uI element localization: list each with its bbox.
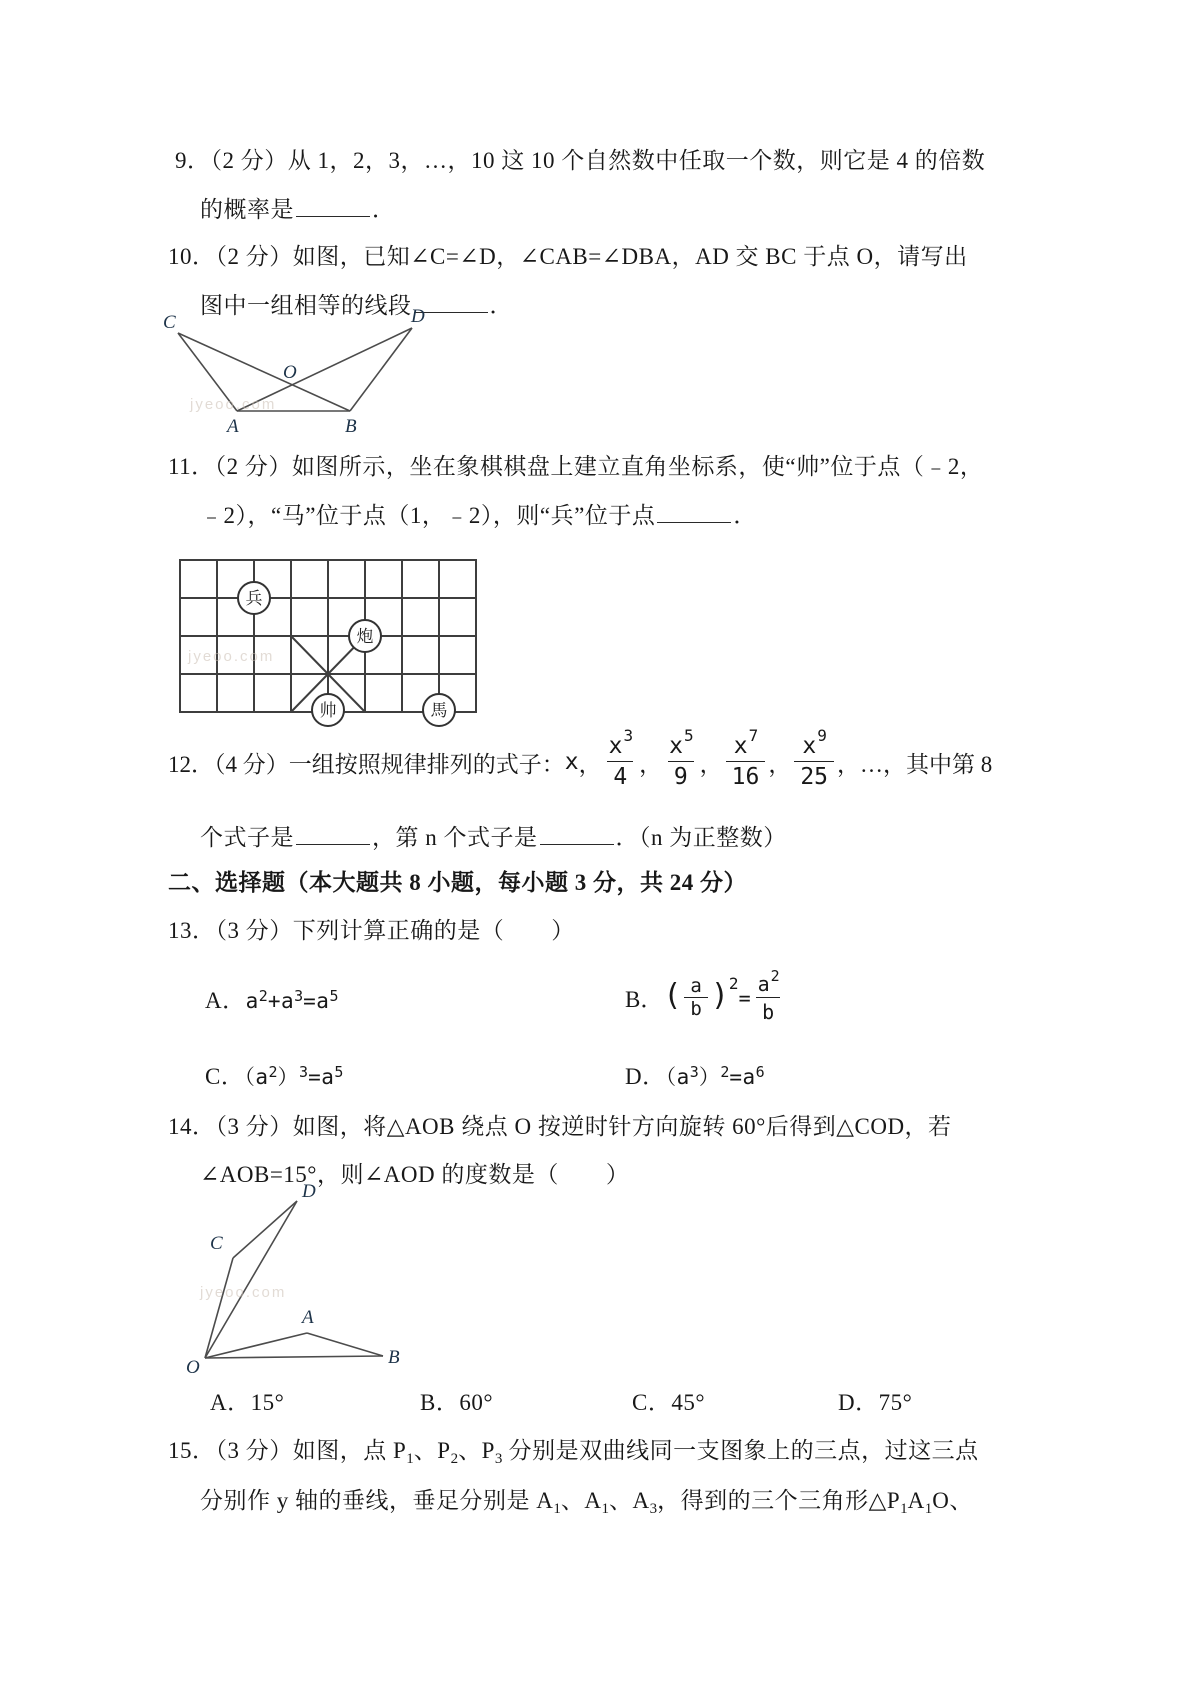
q10-line2-period: ．	[489, 293, 513, 318]
chess-piece-bing	[238, 582, 270, 614]
q12-intro: 12．（4 分）一组按照规律排列的式子：	[168, 751, 565, 777]
q10-label-a: A	[227, 416, 239, 437]
q12-sep: ，	[699, 751, 723, 777]
q12-sep: ，	[639, 751, 663, 777]
answer-blank	[657, 500, 731, 523]
section2-header: 二、选择题（本大题共 8 小题，每小题 3 分，共 24 分）	[168, 870, 747, 895]
q11-line2	[200, 500, 757, 531]
frac-exp: 3	[623, 726, 634, 745]
q10-line1: 10．（2 分）如图，已知∠C=∠D，∠CAB=∠DBA，AD 交 BC 于点 O，请写出	[168, 244, 968, 269]
q9-line2	[200, 194, 396, 225]
q12-tail: …，其中第 8	[860, 751, 993, 777]
option-text: 45°	[671, 1390, 706, 1415]
option-text: 15°	[250, 1390, 285, 1415]
q14-option-c	[632, 1388, 705, 1418]
q15-subscript: 1	[406, 1451, 414, 1467]
q11-line1: 11．（2 分）如图所示，坐在象棋棋盘上建立直角坐标系，使“帅”位于点（﹣2，	[168, 454, 984, 479]
q14-option-a	[210, 1388, 284, 1418]
q15-text: O、	[932, 1488, 973, 1513]
frac-base: x	[608, 733, 623, 759]
frac-a2-b	[754, 966, 783, 1024]
q11-line2-period: ．	[733, 503, 757, 528]
q13-option-c	[205, 1062, 343, 1092]
frac-exp: 7	[748, 726, 759, 745]
answer-blank	[296, 194, 370, 217]
chess-piece-pao	[349, 620, 381, 652]
formula-sup: 2	[720, 1063, 730, 1081]
piece-label: 帅	[319, 701, 337, 720]
formula-sup: 2	[728, 974, 739, 993]
frac-den: 4	[607, 761, 633, 789]
frac-den: 16	[726, 761, 766, 789]
q15-text: 、A	[609, 1488, 650, 1513]
q11-line2-text: ﹣2），“马”位于点（1，﹣2），则“兵”位于点	[200, 503, 656, 528]
q15-text: 15．（3 分）如图，点 P	[168, 1438, 407, 1463]
q10-line2-text: 图中一组相等的线段	[200, 293, 412, 318]
formula-part: ）	[698, 1065, 721, 1089]
q12-sep: ，	[578, 751, 602, 777]
q9-line2-text: 的概率是	[200, 197, 294, 222]
q12-term0: x	[564, 749, 579, 775]
close-paren: )	[710, 978, 729, 1013]
q14-label-o: O	[186, 1357, 200, 1378]
q14-line1: 14．（3 分）如图，将△AOB 绕点 O 按逆时针方向旋转 60°后得到△COD，若	[168, 1114, 952, 1139]
option-text: 60°	[459, 1390, 494, 1415]
option-label: A．	[210, 1390, 251, 1415]
q14-option-d	[838, 1388, 912, 1418]
formula-sup: 3	[689, 1063, 699, 1081]
q13-option-b	[625, 950, 786, 1045]
frac-exp: 9	[817, 726, 827, 745]
formula-part: （a	[665, 1065, 690, 1089]
q14-label-c: C	[210, 1233, 223, 1254]
q15-text: 分别是双曲线同一支图象上的三点，过这三点	[502, 1438, 979, 1463]
q12-term2	[665, 726, 697, 790]
q15-line1	[168, 1436, 979, 1470]
q15-subscript: 3	[649, 1501, 658, 1517]
q15-text: 、P	[458, 1438, 495, 1463]
q12-sep: ，	[837, 751, 861, 777]
option-label: B．	[420, 1390, 460, 1415]
frac-num: a	[690, 974, 702, 997]
q12-term4	[794, 726, 834, 790]
frac-den: b	[756, 997, 780, 1022]
q15-text: ，得到的三个三角形△P	[657, 1488, 901, 1513]
option-label: C．	[632, 1390, 672, 1415]
watermark: jyeoo.com	[190, 396, 277, 413]
q11-chessboard	[178, 558, 480, 733]
option-label: B．	[625, 987, 664, 1012]
q14-line2: ∠AOB=15°，则∠AOD 的度数是（ ）	[200, 1162, 630, 1187]
piece-label: 炮	[356, 627, 374, 646]
frac-num: a	[757, 971, 770, 996]
watermark: jyeoo.com	[200, 1284, 287, 1301]
q12-line2	[200, 822, 787, 853]
q15-text: A	[907, 1488, 925, 1513]
frac-exp: 2	[770, 966, 780, 985]
q12-line2-post: ．（n 为正整数）	[615, 825, 787, 850]
formula-part: （a	[244, 1065, 269, 1089]
q13-option-a	[205, 986, 338, 1016]
q13-option-d	[625, 1062, 765, 1092]
frac-den: 9	[668, 761, 694, 789]
formula-part: =a	[303, 989, 330, 1013]
option-text: 75°	[878, 1390, 913, 1415]
formula-part: =a	[729, 1065, 756, 1089]
q15-text: 、P	[413, 1438, 451, 1463]
q12-term1	[605, 726, 637, 790]
answer-blank	[296, 822, 370, 845]
option-label: A．	[205, 988, 246, 1013]
formula-sup: 5	[334, 1063, 344, 1081]
frac-a-b	[684, 974, 707, 1020]
open-paren: (	[663, 978, 682, 1013]
formula-sup: 3	[294, 987, 304, 1005]
q12-line1	[168, 712, 992, 812]
formula-part: =a	[308, 1065, 335, 1089]
q9-line1: 9．（2 分）从 1，2，3，…，10 这 10 个自然数中任取一个数，则它是 4 的倍数	[175, 148, 986, 173]
q14-label-d: D	[302, 1181, 316, 1202]
q14-label-a: A	[302, 1307, 314, 1328]
formula-sup: 2	[258, 987, 268, 1005]
frac-den: 25	[794, 761, 834, 789]
q14-option-b	[420, 1388, 493, 1418]
q10-label-c: C	[163, 312, 176, 333]
option-label: D．	[838, 1390, 879, 1415]
q15-text: 、A	[560, 1488, 602, 1513]
equals-sign: =	[738, 985, 751, 1010]
q15-subscript: 1	[601, 1501, 609, 1517]
formula-part: +a	[267, 989, 295, 1013]
q12-line2-pre: 个式子是	[200, 825, 294, 850]
q10-label-b: B	[345, 416, 357, 437]
frac-base: x	[733, 733, 748, 759]
watermark: jyeoo.com	[188, 648, 275, 665]
q12-term3	[726, 726, 766, 790]
formula-sup: 3	[299, 1063, 309, 1081]
q13-stem: 13．（3 分）下列计算正确的是（ ）	[168, 918, 575, 943]
frac-base: x	[802, 733, 817, 759]
q10-label-o: O	[283, 362, 297, 383]
q9-line2-period: ．	[372, 197, 396, 222]
piece-label: 馬	[430, 701, 448, 720]
formula-part: a	[245, 989, 259, 1013]
q14-label-b: B	[388, 1347, 400, 1368]
formula-sup: 5	[329, 987, 339, 1005]
q15-subscript: 2	[450, 1451, 459, 1467]
option-label: C．	[205, 1064, 245, 1089]
q10-figure	[155, 308, 440, 443]
answer-blank	[540, 822, 614, 845]
q12-line2-mid: ，第 n 个式子是	[372, 825, 538, 850]
frac-den: b	[684, 997, 707, 1019]
q10-label-d: D	[411, 306, 425, 327]
formula-sup: 2	[268, 1063, 278, 1081]
q15-subscript: 1	[900, 1501, 908, 1517]
q15-line2	[200, 1486, 973, 1520]
frac-base: x	[669, 733, 683, 759]
formula-sup: 6	[755, 1063, 765, 1081]
q12-sep: ，	[768, 751, 792, 777]
q15-text: 分别作 y 轴的垂线，垂足分别是 A	[200, 1488, 554, 1513]
frac-exp: 5	[683, 726, 694, 745]
piece-label: 兵	[245, 589, 263, 608]
option-label: D．	[625, 1064, 666, 1089]
formula-part: ）	[277, 1065, 300, 1089]
q15-subscript: 3	[494, 1451, 503, 1467]
q15-subscript: 1	[553, 1501, 561, 1517]
q14-figure	[158, 1181, 428, 1378]
q15-subscript: 1	[924, 1501, 933, 1517]
